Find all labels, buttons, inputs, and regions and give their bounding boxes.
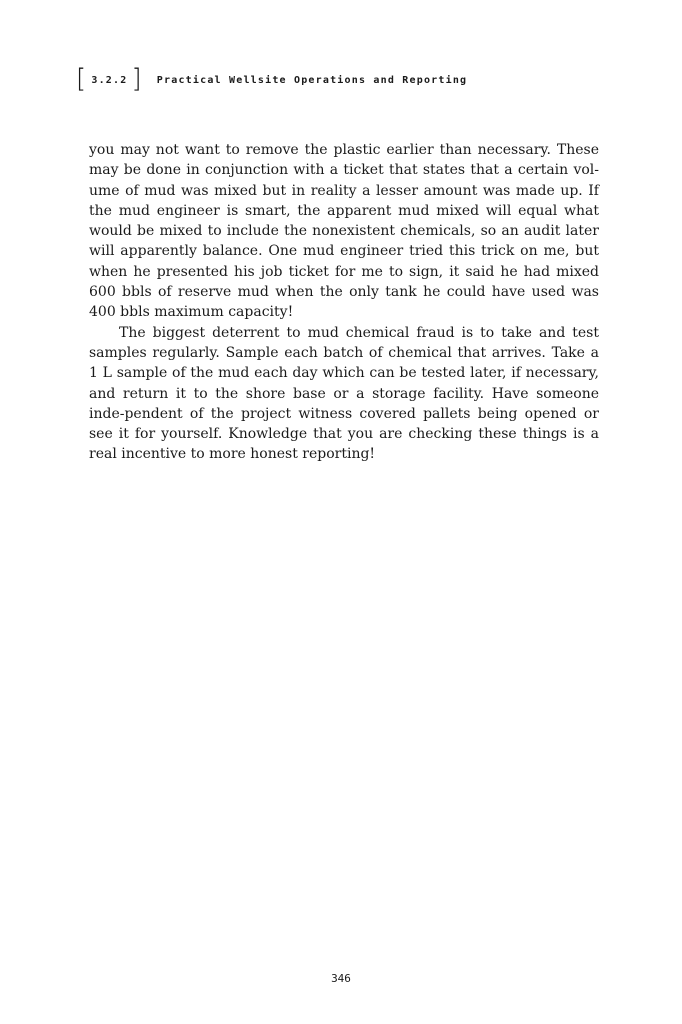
page-number: 346: [331, 972, 351, 985]
section-number: 3.2.2: [91, 74, 128, 86]
section-bracket-close: ]: [131, 64, 143, 94]
running-title: Practical Wellsite Operations and Reporting: [156, 74, 468, 86]
paragraph: you may not want to remove the plastic earlier than necessary. These may be done in conjunction with a ticket that states that a certain vol-ume of mud was mixed but in reality a lesser amount was made up. If the mud engineer is smart, the apparent mud mixed will equal what would be mixed to include the nonexistent chemicals, so an audit later will apparently balance. One mud engineer tried this trick on me, but when he presented his job ticket for me to sign, it said he had mixed 600 bbls of reserve mud when the only tank he could have used was 400 bbls maximum capacity!: [89, 142, 599, 321]
body-text: [89, 140, 599, 465]
paragraph: The biggest deterrent to mud chemical fraud is to take and test samples regularly. Sample each batch of chemical that arrives. Take a 1 L sample of the mud each day which can be tested later, if necessary, and return it to the shore base or a storage facility. Have someone inde-pendent of the project witness covered pallets being opened or see it for yourself. Knowledge that you are checking these things is a real incentive to more honest reporting!: [89, 324, 599, 463]
section-bracket-open: [: [76, 64, 88, 94]
running-head: [76, 64, 467, 96]
